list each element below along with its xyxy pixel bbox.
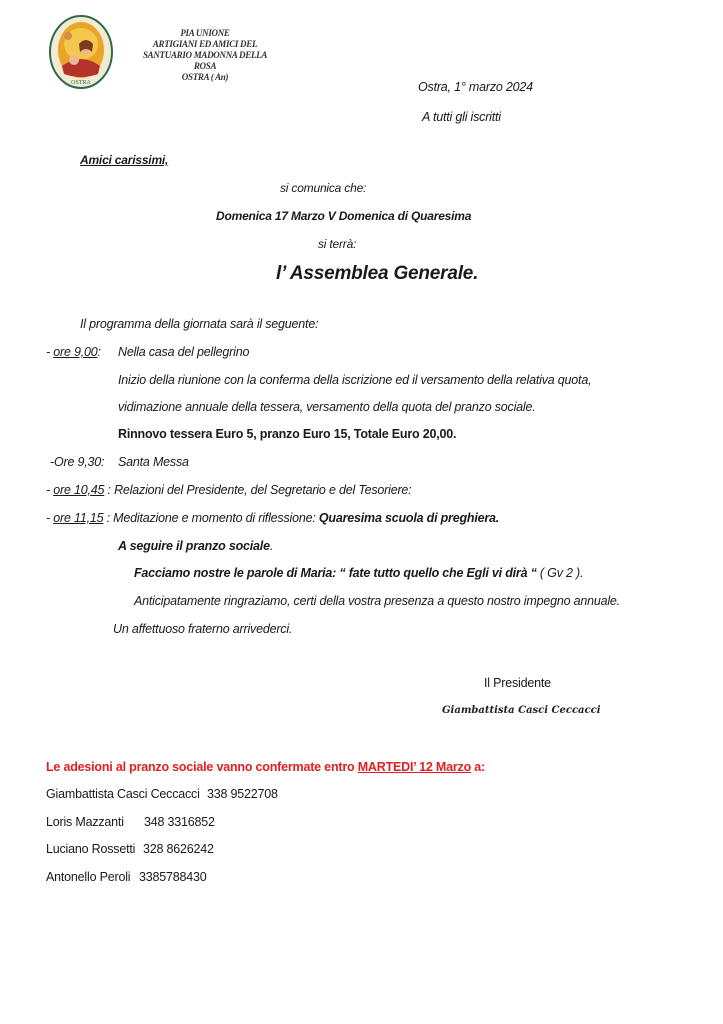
program-intro: Il programma della giornata sarà il seguente:	[80, 317, 319, 331]
schedule-time: ore 11,15	[53, 511, 104, 525]
schedule-highlight: Quaresima scuola di preghiera.	[318, 511, 500, 525]
will-hold-text: si terrà:	[318, 237, 357, 251]
headline: l’ Assemblea Generale.	[276, 263, 479, 284]
fees-line: Rinnovo tessera Euro 5, pranzo Euro 15, Totale Euro 20,00.	[118, 427, 457, 441]
schedule-text: Santa Messa	[118, 455, 189, 469]
thanks-line: Anticipatamente ringraziamo, certi della vostra presenza a questo nostro impegno annuale.	[134, 594, 620, 608]
schedule-time: ore 9,00	[53, 345, 98, 359]
rsvp-deadline: MARTEDI’ 12 Marzo	[357, 760, 472, 774]
signature: Giambattista Casci Ceccacci	[442, 705, 601, 716]
contact-row	[46, 842, 214, 856]
contact-row	[46, 870, 207, 884]
contact-row	[46, 787, 278, 801]
contact-phone: 3385788430	[139, 870, 207, 884]
org-line: ARTIGIANI ED AMICI DEL	[152, 39, 258, 49]
event-date: Domenica 17 Marzo V Domenica di Quaresima	[216, 209, 472, 223]
recipients: A tutti gli iscritti	[422, 110, 501, 124]
details-line: Inizio della riunione con la conferma della iscrizione ed il versamento della relativa quota,	[118, 373, 592, 387]
schedule-text: Relazioni del Presidente, del Segretario e del Tesoriere:	[114, 483, 412, 497]
schedule-item: - ore 11,15 : Meditazione e momento di riflessione: Quaresima scuola di preghiera.	[46, 511, 500, 525]
signoff-title: Il Presidente	[484, 676, 551, 690]
org-line: PIA UNIONE	[180, 28, 230, 38]
farewell-line: Un affettuoso fraterno arrivederci.	[113, 622, 293, 636]
contact-name: Antonello Peroli	[46, 870, 131, 884]
details-line: vidimazione annuale della tessera, versamento della quota del pranzo sociale.	[118, 400, 536, 414]
schedule-text: Nella casa del pellegrino	[118, 345, 250, 359]
sanctuary-logo	[48, 14, 114, 90]
logo-ring-text: OSTRA	[71, 80, 91, 86]
contact-phone: 338 9522708	[206, 787, 278, 801]
contact-name: Giambattista Casci Ceccacci	[46, 787, 200, 801]
org-line: OSTRA ( An)	[181, 72, 229, 82]
place-date: Ostra, 1° marzo 2024	[418, 80, 533, 94]
quote-line: Facciamo nostre le parole di Maria: “ fate tutto quello che Egli vi dirà “ ( Gv 2 ).	[134, 566, 584, 580]
contact-name: Luciano Rossetti	[46, 842, 136, 856]
org-line: SANTUARIO MADONNA DELLA ROSA	[142, 50, 268, 71]
organization-header	[140, 28, 270, 83]
schedule-time: -Ore 9,30:	[50, 455, 105, 469]
contact-row	[46, 815, 215, 829]
schedule-item: - ore 10,45 : Relazioni del Presidente, del Segretario e del Tesoriere:	[46, 483, 412, 497]
schedule-time: ore 10,45	[53, 483, 105, 497]
intro-text: si comunica che:	[280, 181, 367, 195]
contact-phone: 328 8626242	[143, 842, 214, 856]
lunch-line: A seguire il pranzo sociale.	[118, 539, 274, 553]
contact-name: Loris Mazzanti	[46, 815, 124, 829]
rsvp-notice: Le adesioni al pranzo sociale vanno confermate entro MARTEDI’ 12 Marzo a:	[46, 760, 486, 774]
schedule-text: Meditazione e momento di riflessione:	[113, 511, 319, 525]
salutation: Amici carissimi,	[80, 153, 169, 167]
contact-phone: 348 3316852	[144, 815, 215, 829]
schedule-item: - ore 9,00:	[46, 345, 101, 359]
